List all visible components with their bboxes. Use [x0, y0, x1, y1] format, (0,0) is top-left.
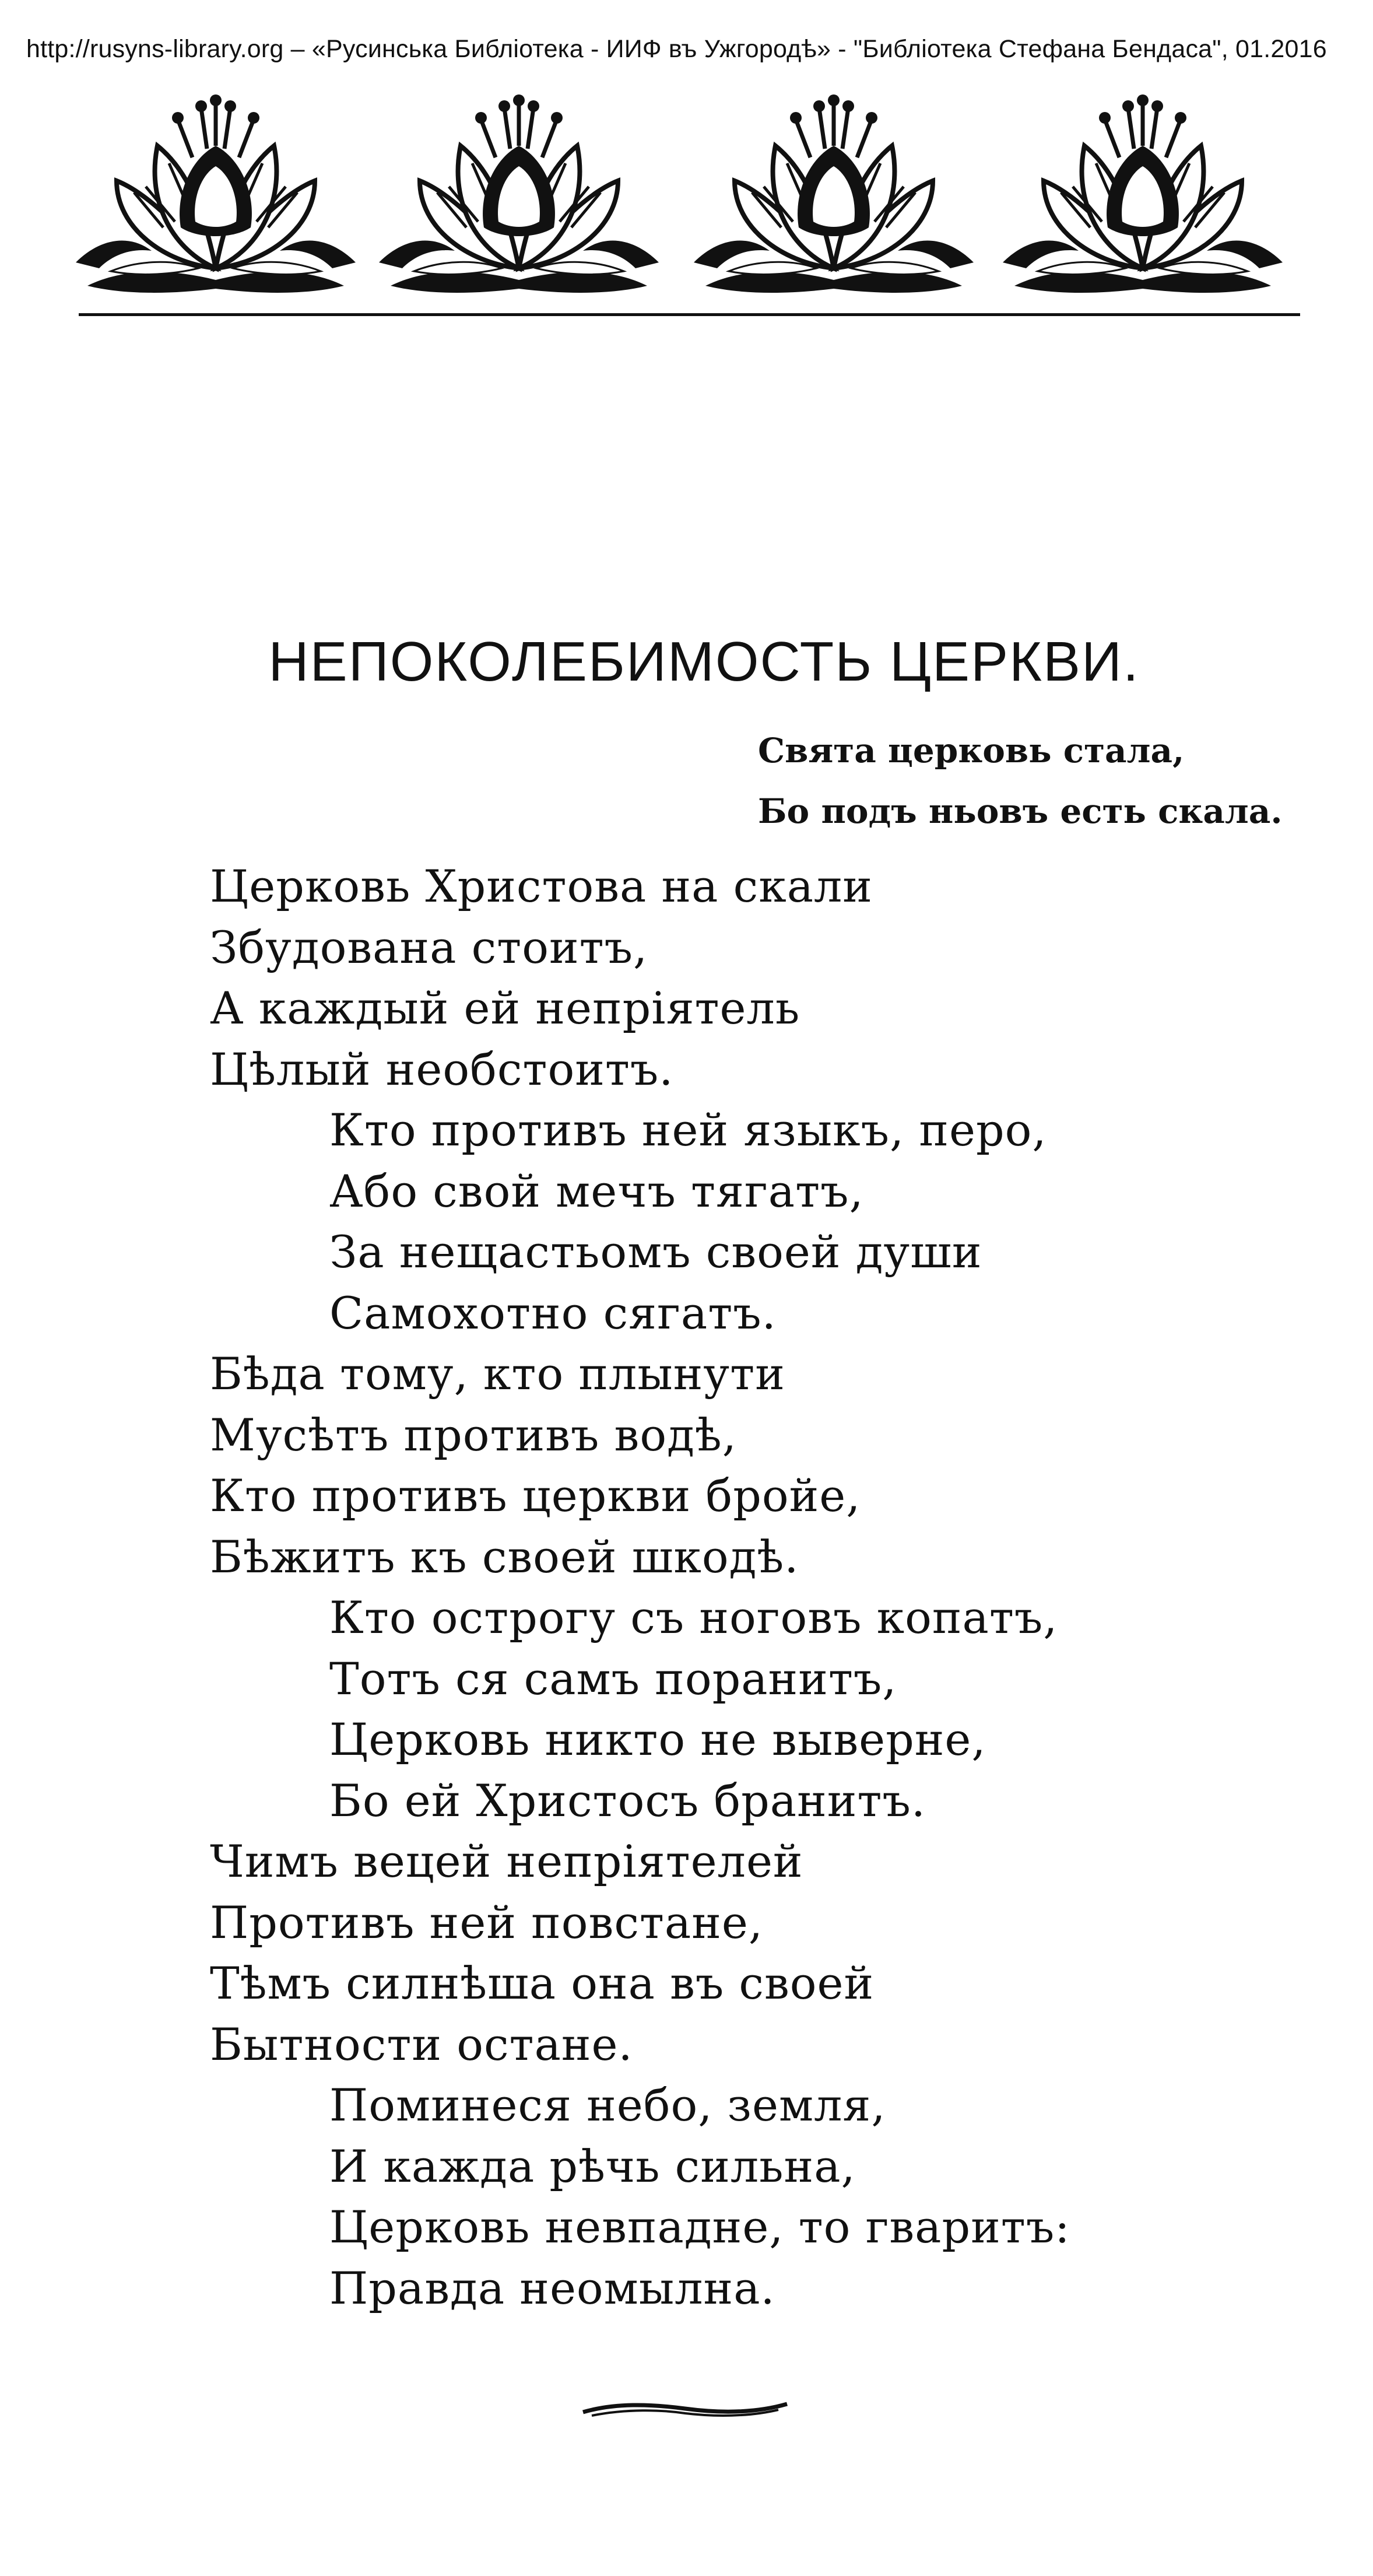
poem-line: Або свой мечъ тягатъ,: [329, 1165, 864, 1217]
poem-line: Поминеся небо, земля,: [329, 2079, 886, 2131]
ornament-divider: [79, 313, 1300, 316]
poem-line: Тѣмъ силнѣша она въ своей: [210, 1957, 875, 2009]
lotus-flower-frieze-icon: [76, 87, 1300, 321]
poem-line: Чимъ вецей непріятелей: [210, 1835, 803, 1887]
poem-line: Церковь никто не выверне,: [329, 1713, 986, 1765]
poem-line: За нещастьомъ своей души: [329, 1226, 982, 1278]
lotus-flower-icon: [1003, 94, 1283, 293]
poem-line: Противъ ней повстане,: [210, 1896, 764, 1948]
poem-line: Кто противъ ней языкъ, перо,: [329, 1104, 1047, 1156]
poem-line: Бо ей Христосъ бранитъ.: [329, 1774, 926, 1827]
poem-line: Кто острогу съ ноговъ копатъ,: [329, 1592, 1058, 1643]
poem-line: Бѣжитъ къ своей шкодѣ.: [210, 1530, 799, 1583]
wavy-tailpiece-icon: [580, 2396, 790, 2423]
poem-line: Правда неомылна.: [329, 2262, 775, 2314]
poem-line: Кто противъ церкви бройе,: [210, 1470, 861, 1522]
poem-line: А каждый ей непріятель: [210, 982, 800, 1034]
epigraph: [758, 720, 1283, 842]
poem-body: [210, 856, 1070, 2319]
lotus-flower-icon: [379, 94, 659, 293]
source-header: http://rusyns-library.org – «Русинська Библіотека - ИИФ въ Ужгородѣ» - "Библіотека Стефана Бендаса", 01.2016: [26, 35, 1327, 63]
poem-line: Збудована стоитъ,: [210, 921, 648, 973]
poem-line: Бытности остане.: [210, 2018, 633, 2070]
poem-line: Тотъ ся самъ поранитъ,: [329, 1652, 897, 1705]
poem-line: Церковь Христова на скали: [210, 860, 873, 912]
poem-line: И кажда рѣчь сильна,: [329, 2140, 856, 2192]
poem-line: Церковь невпадне, то гваритъ:: [329, 2201, 1070, 2253]
poem-line: Мусѣтъ противъ водѣ,: [210, 1408, 737, 1461]
poem-line: Самохотно сягатъ.: [329, 1287, 777, 1339]
lotus-flower-icon: [76, 94, 356, 293]
poem-line: Цѣлый необстоитъ.: [210, 1043, 674, 1095]
lotus-flower-icon: [694, 94, 974, 293]
poem-title: НЕПОКОЛЕБИМОСТЬ ЦЕРКВИ.: [268, 630, 1140, 693]
epigraph-line: Свята церковь стала,: [758, 731, 1185, 770]
epigraph-line: Бо подъ ньовъ есть скала.: [758, 791, 1283, 831]
poem-line: Бѣда тому, кто плынути: [210, 1348, 785, 1400]
